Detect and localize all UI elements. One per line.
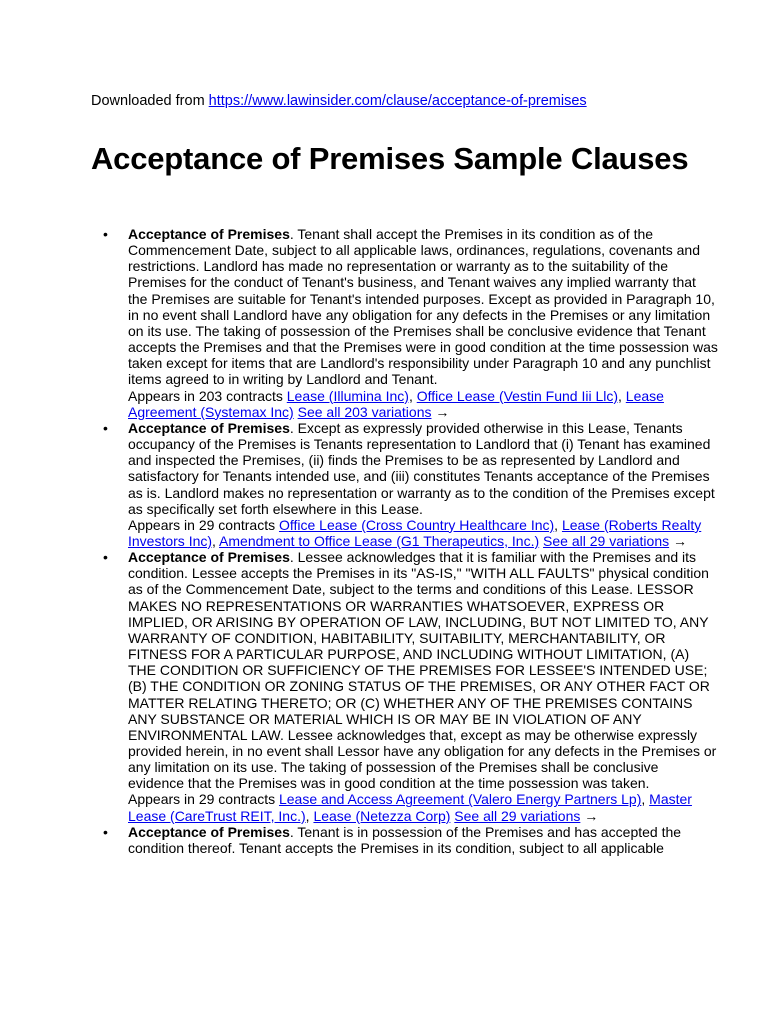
- clause-title: Acceptance of Premises: [128, 226, 290, 242]
- arrow-right-icon: →: [580, 807, 599, 824]
- contract-link[interactable]: Lease Agreement (Systemax Inc): [128, 387, 664, 420]
- contract-link[interactable]: Lease (Illumina Inc): [286, 387, 409, 404]
- clause-title: Acceptance of Premises: [128, 549, 290, 566]
- download-source-line: [91, 92, 587, 110]
- contract-link[interactable]: Lease and Access Agreement (Valero Energy Partners Lp): [278, 791, 642, 808]
- appears-count: Appears in 203 contracts: [128, 387, 287, 404]
- appears-line: Appears in 29 contracts Office Lease (Cross Country Healthcare Inc), Lease (Roberts Realty Investors Inc), Amendment to Office Lease (G1 Therapeutics, Inc.) See all 29 variations →: [128, 516, 702, 549]
- contract-link[interactable]: Lease (Roberts Realty Investors Inc): [128, 516, 702, 549]
- appears-line: Appears in 203 contracts Lease (Illumina Inc), Office Lease (Vestin Fund Iii Llc), Lease Agreement (Systemax Inc) See all 203 variations →: [128, 387, 664, 420]
- see-all-variations-link[interactable]: See all 29 variations: [543, 532, 670, 549]
- clause-item-3: [128, 549, 718, 824]
- see-all-variations-link[interactable]: See all 29 variations: [454, 807, 581, 824]
- arrow-right-icon: →: [431, 403, 450, 420]
- clause-body: . Tenant shall accept the Premises in its condition as of the Commencement Date, subject to all applicable laws, ordinances, regulations, covenants and restrictions. Landlord has made no representation or warranty as to the suitability of the Premises for the conduct of Tenant's business, and Tenant waives any implied warranty that the Premises are suitable for Tenant's intended purposes. Except as provided in Paragraph 10, in no event shall Landlord have any obligation for any defects in the Premises or any limitation on its use. The taking of possession of the Premises shall be conclusive evidence that Tenant accepts the Premises and that the Premises were in good condition at the time possession was taken except for items that are Landlord's responsibility under Paragraph 10 and any punchlist items agreed to in writing by Landlord and Tenant.: [128, 226, 718, 388]
- clause-title: Acceptance of Premises: [128, 419, 290, 436]
- appears-count: Appears in 29 contracts: [128, 516, 279, 533]
- arrow-right-icon: →: [669, 532, 687, 549]
- appears-count: Appears in 29 contracts: [128, 791, 279, 808]
- clause-list: [91, 226, 718, 856]
- source-url-link[interactable]: https://www.lawinsider.com/clause/acceptance-of-premises: [208, 93, 587, 109]
- clause-item-2: [128, 420, 718, 549]
- contract-link[interactable]: Master Lease (CareTrust REIT, Inc.): [128, 791, 692, 824]
- page-title: Acceptance of Premises Sample Clauses: [91, 141, 689, 176]
- clause-item-1: [128, 226, 718, 420]
- downloaded-prefix: Downloaded from: [91, 93, 209, 109]
- appears-line: Appears in 29 contracts Lease and Access Agreement (Valero Energy Partners Lp), Master Lease (CareTrust REIT, Inc.), Lease (Netezza Corp) See all 29 variations →: [128, 791, 692, 824]
- clause-item-4: [128, 824, 718, 856]
- contract-link[interactable]: Lease (Netezza Corp): [313, 807, 451, 824]
- contract-link[interactable]: Office Lease (Cross Country Healthcare Inc): [278, 516, 555, 533]
- clause-body: . Except as expressly provided otherwise in this Lease, Tenants occupancy of the Premises is Tenants representation to Landlord that (i) Tenant has examined and inspected the Premises, (ii) finds the Premises to be as represented by Landlord and satisfactory for Tenants intended use, and (iii) constitutes Tenants acceptance of the Premises as is. Landlord makes no representation or warranty as to the condition of the Premises except as specifically set forth elsewhere in this Lease.: [128, 419, 715, 517]
- see-all-variations-link[interactable]: See all 203 variations: [297, 403, 432, 420]
- contract-link[interactable]: Office Lease (Vestin Fund Iii Llc): [416, 387, 619, 404]
- clause-body: . Lessee acknowledges that it is familiar with the Premises and its condition. Lessee accepts the Premises in its "AS-IS," "WITH ALL FAULTS" physical condition as of the Commencement Date, subject to the terms and conditions of this Lease. LESSOR MAKES NO REPRESENTATIONS OR WARRANTIES WHATSOEVER, EXPRESS OR IMPLIED, OR ARISING BY OPERATION OF LAW, INCLUDING, BUT NOT LIMITED TO, ANY WARRANTY OF CONDITION, HABITABILITY, SUITABILITY, MERCHANTABILITY, OR FITNESS FOR A PARTICULAR PURPOSE, AND INCLUDING WITHOUT LIMITATION, (A) THE CONDITION OR SUFFICIENCY OF THE PREMISES FOR LESSEE'S INTENDED USE; (B) THE CONDITION OR ZONING STATUS OF THE PREMISES, OR ANY OTHER FACT OR MATTER RELATING THERETO; OR (C) WHETHER ANY OF THE PREMISES CONTAINS ANY SUBSTANCE OR MATERIAL WHICH IS OR MAY BE IN VIOLATION OF ANY ENVIRONMENTAL LAW. Lessee acknowledges that, except as may be otherwise expressly provided herein, in no event shall Lessor have any obligation for any defects in the Premises or any limitation on its use. The taking of possession of the Premises shall be conclusive evidence that the Premises was in good condition at the time possession was taken.: [128, 549, 717, 792]
- contract-link[interactable]: Amendment to Office Lease (G1 Therapeutics, Inc.): [219, 532, 540, 549]
- clause-title: Acceptance of Premises: [128, 823, 290, 840]
- clause-body: . Tenant is in possession of the Premises and has accepted the condition thereof. Tenant accepts the Premises in its condition, subject to all applicable: [128, 823, 682, 856]
